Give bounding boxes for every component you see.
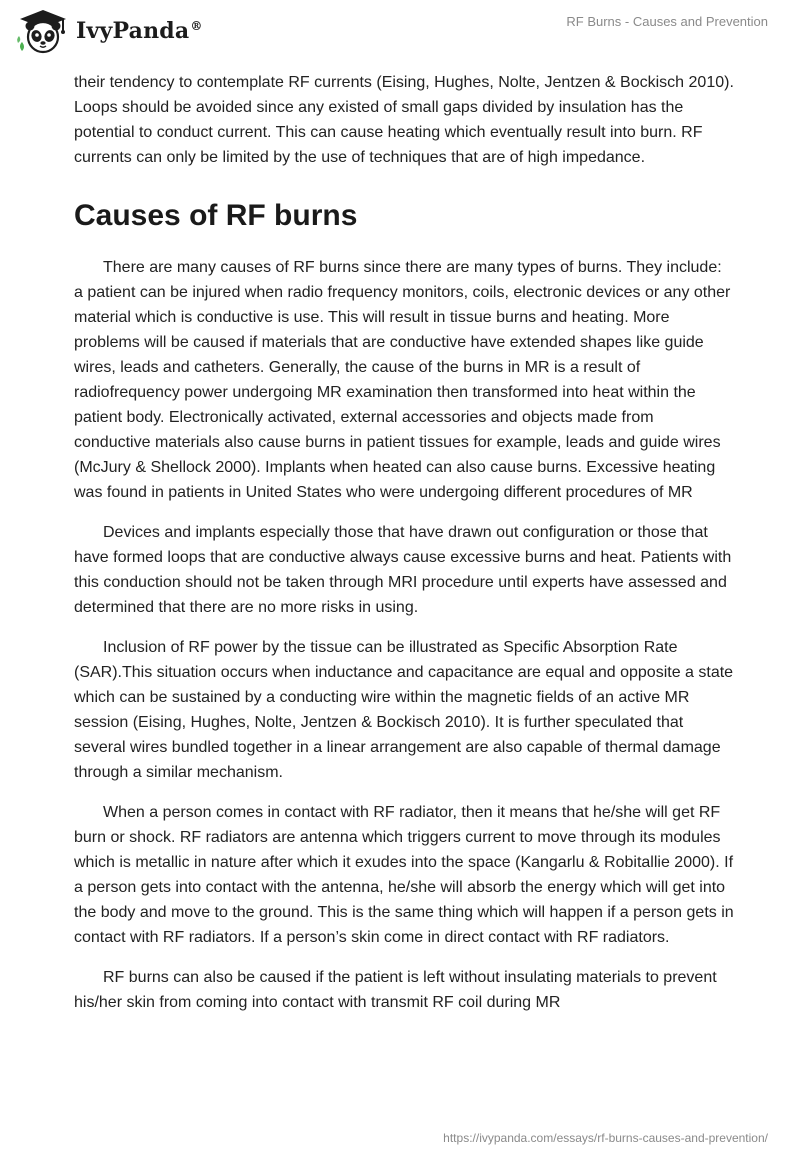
source-url[interactable]: https://ivypanda.com/essays/rf-burns-causes-and-prevention/: [443, 1131, 768, 1145]
brand-logo[interactable]: [16, 8, 203, 54]
document-title: RF Burns - Causes and Prevention: [566, 14, 768, 29]
essay-content: [74, 70, 734, 1015]
page-header: [0, 0, 800, 62]
body-paragraph: When a person comes in contact with RF radiator, then it means that he/she will get RF burn or shock. RF radiators are antenna which triggers current to move through its modules which is metallic in nature after which it exudes into the space (Kangarlu & Robitallie 2000). If a person gets into contact with the antenna, he/she will absorb the energy which will get into the body and move to the ground. This is the same thing which will happen if a person gets in contact with RF radiators. If a person’s skin come in direct contact with RF radiators.: [74, 804, 734, 946]
brand-name: IvyPanda®: [76, 18, 203, 44]
intro-paragraph: their tendency to contemplate RF currents (Eising, Hughes, Nolte, Jentzen & Bockisch 2010). Loops should be avoided since any existed of small gaps divided by insulation has the potential to conduct current. This can cause heating which eventually result into burn. RF currents can only be limited by the use of techniques that are of high impedance.: [74, 74, 734, 166]
section-heading: Causes of RF burns: [74, 199, 358, 232]
body-paragraph: Inclusion of RF power by the tissue can be illustrated as Specific Absorption Rate (SAR).This situation occurs when inductance and capacitance are equal and opposite a state which can be sustained by a conducting wire within the magnetic fields of an active MR session (Eising, Hughes, Nolte, Jentzen & Bockisch 2010). It is further speculated that several wires bundled together in a linear arrangement are also capable of thermal damage through a similar mechanism.: [74, 639, 734, 781]
panda-graduate-icon: [16, 8, 70, 54]
body-paragraph: RF burns can also be caused if the patient is left without insulating materials to prevent his/her skin from coming into contact with transmit RF coil during MR: [74, 969, 717, 1011]
body-paragraph: There are many causes of RF burns since there are many types of burns. They include: a patient can be injured when radio frequency monitors, coils, electronic devices or any other material which is conductive is use. This will result in tissue burns and heating. More problems will be caused if materials that are conductive have extended shapes like guide wires, leads and catheters. Generally, the cause of the burns in MR is a result of radiofrequency power undergoing MR examination then transformed into heat within the patient body. Electronically activated, external accessories and objects made from conductive materials also cause burns in patient tissues for example, leads and guide wires (McJury & Shellock 2000). Implants when heated can also cause burns. Excessive heating was found in patients in United States who were undergoing different procedures of MR: [74, 259, 731, 501]
registered-mark: ®: [190, 18, 203, 33]
body-paragraph: Devices and implants especially those that have drawn out configuration or those that have formed loops that are conductive always cause excessive burns and heat. Patients with this conduction should not be taken through MRI procedure until experts have assessed and determined that there are no more risks in using.: [74, 524, 732, 616]
